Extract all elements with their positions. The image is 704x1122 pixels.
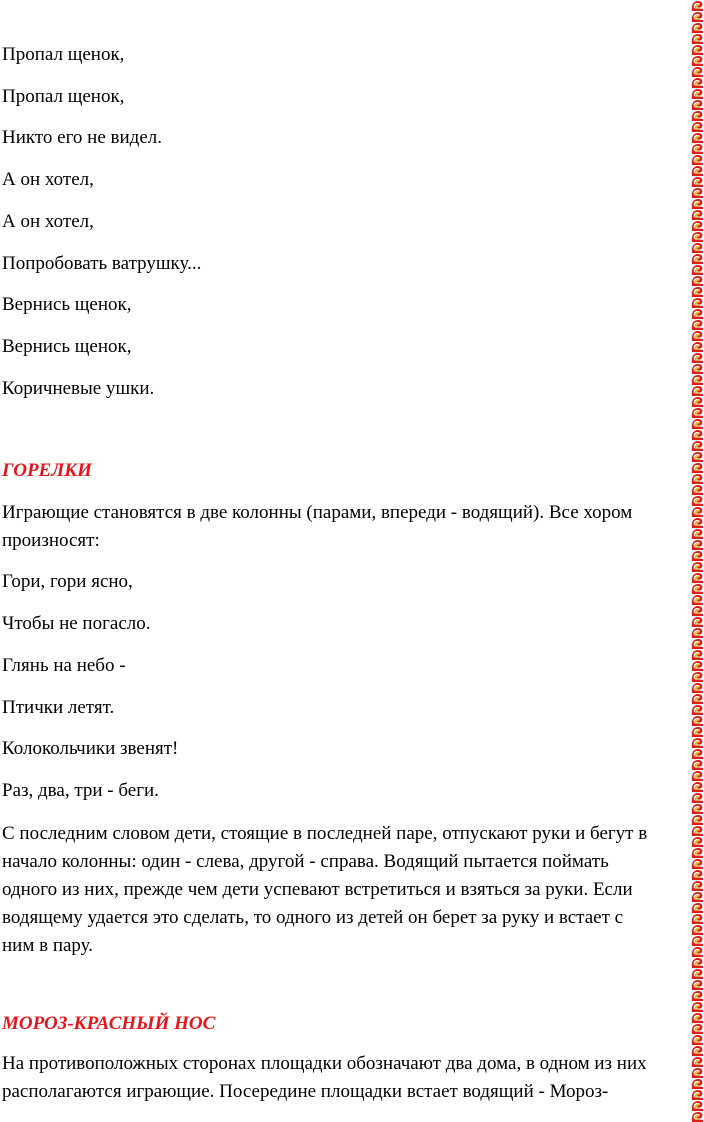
poem-line: А он хотел, bbox=[2, 169, 94, 190]
border-motif bbox=[692, 518, 703, 528]
border-motif bbox=[692, 122, 703, 132]
border-motif bbox=[692, 430, 703, 440]
border-motif bbox=[692, 980, 703, 990]
poem-line: Чтобы не погасло. bbox=[2, 613, 151, 634]
border-motif bbox=[692, 1112, 703, 1122]
border-motif bbox=[692, 1035, 703, 1045]
paragraph-line: С последним словом дети, стоящие в последней паре, отпускают руки и бегут в bbox=[2, 823, 648, 844]
border-motif bbox=[692, 419, 703, 429]
border-motif bbox=[692, 694, 703, 704]
poem-line: Коричневые ушки. bbox=[2, 378, 155, 399]
border-motif bbox=[692, 815, 703, 825]
border-motif bbox=[692, 584, 703, 594]
border-motif bbox=[692, 529, 703, 539]
paragraph-line: водящему удается это сделать, то одного из детей он берет за руку и встает с bbox=[2, 907, 624, 928]
border-motif bbox=[692, 1101, 703, 1111]
border-motif bbox=[692, 606, 703, 616]
border-motif bbox=[692, 727, 703, 737]
border-motif bbox=[692, 1013, 703, 1023]
border-motif bbox=[692, 683, 703, 693]
moroz-intro-paragraph bbox=[2, 1050, 692, 1106]
border-motif bbox=[692, 947, 703, 957]
border-motif bbox=[692, 705, 703, 715]
border-motif bbox=[692, 463, 703, 473]
border-motif bbox=[692, 298, 703, 308]
border-motif bbox=[692, 969, 703, 979]
poem-line: Гори, гори ясно, bbox=[2, 571, 133, 592]
decorative-border-pattern-icon bbox=[690, 0, 704, 1122]
border-motif bbox=[692, 89, 703, 99]
border-motif bbox=[692, 188, 703, 198]
border-motif bbox=[692, 1024, 703, 1034]
border-motif bbox=[692, 78, 703, 88]
poem-line: Никто его не видел. bbox=[2, 127, 162, 148]
border-motif bbox=[692, 155, 703, 165]
border-motif bbox=[692, 595, 703, 605]
border-motif bbox=[692, 111, 703, 121]
border-motif bbox=[692, 1046, 703, 1056]
border-motif bbox=[692, 716, 703, 726]
border-motif bbox=[692, 639, 703, 649]
gorelki-rules-paragraph bbox=[2, 820, 692, 960]
paragraph-line: начало колонны: один - слева, другой - справа. Водящий пытается поймать bbox=[2, 851, 609, 872]
gorelki-intro-paragraph bbox=[2, 499, 692, 555]
border-motif bbox=[692, 540, 703, 550]
border-motif bbox=[692, 342, 703, 352]
section-heading-gorelki: ГОРЕЛКИ bbox=[2, 460, 92, 481]
border-motif bbox=[692, 133, 703, 143]
border-motif bbox=[692, 1068, 703, 1078]
border-motif bbox=[692, 12, 703, 22]
border-motif bbox=[692, 573, 703, 583]
poem-line: Раз, два, три - беги. bbox=[2, 780, 159, 801]
border-motif bbox=[692, 166, 703, 176]
border-motif bbox=[692, 287, 703, 297]
paragraph-line: Играющие становятся в две колонны (парами, впереди - водящий). Все хором bbox=[2, 502, 633, 523]
border-motif bbox=[692, 474, 703, 484]
border-motif bbox=[692, 56, 703, 66]
border-motif bbox=[692, 793, 703, 803]
border-motif bbox=[692, 100, 703, 110]
border-motif bbox=[692, 199, 703, 209]
border-motif bbox=[692, 1079, 703, 1089]
border-motif bbox=[692, 23, 703, 33]
border-motif bbox=[692, 353, 703, 363]
border-motif bbox=[692, 485, 703, 495]
poem-line: А он хотел, bbox=[2, 211, 94, 232]
border-motif bbox=[692, 1057, 703, 1067]
border-motif bbox=[692, 562, 703, 572]
border-motif bbox=[692, 386, 703, 396]
border-motif bbox=[692, 771, 703, 781]
border-motif bbox=[692, 1, 703, 11]
border-motif bbox=[692, 925, 703, 935]
border-motif bbox=[692, 760, 703, 770]
poem-line: Вернись щенок, bbox=[2, 294, 132, 315]
poem-line: Пропал щенок, bbox=[2, 86, 125, 107]
border-motif bbox=[692, 364, 703, 374]
border-motif bbox=[692, 375, 703, 385]
border-motif bbox=[692, 881, 703, 891]
paragraph-line: располагаются играющие. Посередине площадки встает водящий - Мороз- bbox=[2, 1081, 609, 1102]
border-motif bbox=[692, 34, 703, 44]
border-motif bbox=[692, 1090, 703, 1100]
poem-line: Вернись щенок, bbox=[2, 336, 132, 357]
border-motif bbox=[692, 221, 703, 231]
border-motif bbox=[692, 496, 703, 506]
border-motif bbox=[692, 749, 703, 759]
border-motif bbox=[692, 936, 703, 946]
poem-line: Глянь на небо - bbox=[2, 655, 126, 676]
border-motif bbox=[692, 265, 703, 275]
border-motif bbox=[692, 320, 703, 330]
poem-line: Пропал щенок, bbox=[2, 44, 125, 65]
border-motif bbox=[692, 859, 703, 869]
paragraph-line: ним в пару. bbox=[2, 935, 94, 956]
border-motif bbox=[692, 672, 703, 682]
border-motif bbox=[692, 210, 703, 220]
border-motif bbox=[692, 892, 703, 902]
border-motif bbox=[692, 232, 703, 242]
border-motif bbox=[692, 650, 703, 660]
border-motif bbox=[692, 804, 703, 814]
section-heading-moroz: МОРОЗ-КРАСНЫЙ НОС bbox=[2, 1013, 216, 1034]
border-motif bbox=[692, 452, 703, 462]
border-motif bbox=[692, 408, 703, 418]
border-motif bbox=[692, 177, 703, 187]
paragraph-line: На противоположных сторонах площадки обозначают два дома, в одном из них bbox=[2, 1053, 647, 1074]
border-motif bbox=[692, 903, 703, 913]
border-motif bbox=[692, 826, 703, 836]
border-motif bbox=[692, 507, 703, 517]
border-motif bbox=[692, 914, 703, 924]
border-motif bbox=[692, 628, 703, 638]
border-motif bbox=[692, 661, 703, 671]
border-motif bbox=[692, 144, 703, 154]
paragraph-line: одного из них, прежде чем дети успевают встретиться и взяться за руки. Если bbox=[2, 879, 633, 900]
border-motif bbox=[692, 276, 703, 286]
border-motif bbox=[692, 870, 703, 880]
border-motif bbox=[692, 331, 703, 341]
paragraph-line: произносят: bbox=[2, 530, 100, 551]
border-motif bbox=[692, 958, 703, 968]
border-motif bbox=[692, 551, 703, 561]
border-motif bbox=[692, 617, 703, 627]
poem-line: Попробовать ватрушку... bbox=[2, 253, 202, 274]
border-motif bbox=[692, 243, 703, 253]
border-motif bbox=[692, 782, 703, 792]
border-motif bbox=[692, 991, 703, 1001]
border-motif bbox=[692, 1002, 703, 1012]
border-motif bbox=[692, 837, 703, 847]
border-motif bbox=[692, 254, 703, 264]
border-motif bbox=[692, 441, 703, 451]
border-motif bbox=[692, 738, 703, 748]
border-motif bbox=[692, 397, 703, 407]
poem-line: Птички летят. bbox=[2, 697, 115, 718]
poem-line: Колокольчики звенят! bbox=[2, 738, 179, 759]
border-motif bbox=[692, 45, 703, 55]
border-motif bbox=[692, 309, 703, 319]
border-motif bbox=[692, 848, 703, 858]
border-motif bbox=[692, 67, 703, 77]
